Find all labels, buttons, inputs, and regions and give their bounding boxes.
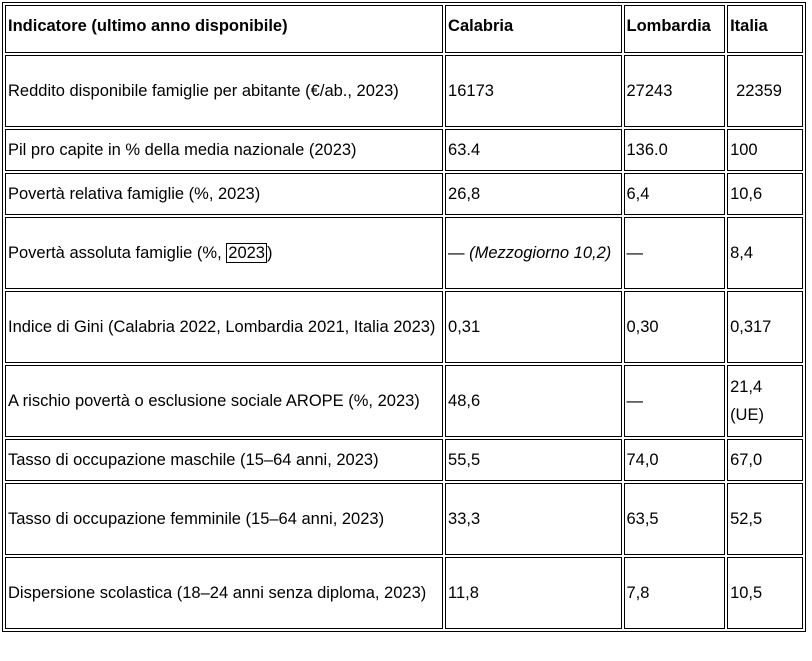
- header-calabria: Calabria: [445, 5, 621, 53]
- cell-italia: 67,0: [727, 439, 803, 481]
- cell-indicator: Dispersione scolastica (18–24 anni senza diploma, 2023): [5, 557, 443, 629]
- cell-indicator: Povertà relativa famiglie (%, 2023): [5, 173, 443, 215]
- table-header-row: [5, 5, 803, 53]
- cell-indicator: Reddito disponibile famiglie per abitante (€/ab., 2023): [5, 55, 443, 127]
- cell-lombardia: 63,5: [624, 483, 726, 555]
- cell-calabria: 16173: [445, 55, 621, 127]
- cell-italia: 10,6: [727, 173, 803, 215]
- header-italia: Italia: [727, 5, 803, 53]
- cell-lombardia: 7,8: [624, 557, 726, 629]
- highlighted-year: 2023: [228, 244, 265, 262]
- calabria-note: (Mezzogiorno 10,2): [469, 244, 612, 262]
- cell-lombardia: 0,30: [624, 291, 726, 363]
- cell-indicator: [5, 217, 443, 289]
- cell-calabria: 55,5: [445, 439, 621, 481]
- table-row: [5, 439, 803, 481]
- indicator-suffix: ): [266, 244, 273, 262]
- cell-italia: 0,317: [727, 291, 803, 363]
- cell-lombardia: 136.0: [624, 129, 726, 171]
- cell-italia: 100: [727, 129, 803, 171]
- header-indicator: Indicatore (ultimo anno disponibile): [5, 5, 443, 53]
- cell-calabria: 0,31: [445, 291, 621, 363]
- cell-indicator: Indice di Gini (Calabria 2022, Lombardia 2021, Italia 2023): [5, 291, 443, 363]
- table-row: [5, 291, 803, 363]
- cell-italia: 21,4 (UE): [727, 365, 803, 437]
- table-row: [5, 173, 803, 215]
- calabria-dash: —: [448, 244, 465, 262]
- cell-indicator: Pil pro capite in % della media nazionale (2023): [5, 129, 443, 171]
- table-row: [5, 55, 803, 127]
- cell-indicator: Tasso di occupazione maschile (15–64 anni, 2023): [5, 439, 443, 481]
- cell-indicator: Tasso di occupazione femminile (15–64 anni, 2023): [5, 483, 443, 555]
- cell-italia: 22359: [727, 55, 803, 127]
- cell-indicator: A rischio povertà o esclusione sociale AROPE (%, 2023): [5, 365, 443, 437]
- table-row: [5, 557, 803, 629]
- indicator-prefix: Povertà assoluta famiglie (%,: [8, 244, 227, 262]
- table-row: [5, 129, 803, 171]
- table-row: [5, 483, 803, 555]
- table-row: [5, 365, 803, 437]
- cell-calabria: 11,8: [445, 557, 621, 629]
- cell-italia: 10,5: [727, 557, 803, 629]
- cell-calabria: 26,8: [445, 173, 621, 215]
- cell-italia: 8,4: [727, 217, 803, 289]
- cell-lombardia: 74,0: [624, 439, 726, 481]
- cell-calabria: 33,3: [445, 483, 621, 555]
- cell-calabria: 48,6: [445, 365, 621, 437]
- cell-lombardia: —: [624, 217, 726, 289]
- cell-italia: 52,5: [727, 483, 803, 555]
- cell-calabria: 63.4: [445, 129, 621, 171]
- cell-lombardia: 27243: [624, 55, 726, 127]
- cell-calabria: [445, 217, 621, 289]
- cell-lombardia: 6,4: [624, 173, 726, 215]
- table-row: [5, 217, 803, 289]
- indicators-table: [2, 2, 806, 632]
- cell-lombardia: —: [624, 365, 726, 437]
- header-lombardia: Lombardia: [624, 5, 726, 53]
